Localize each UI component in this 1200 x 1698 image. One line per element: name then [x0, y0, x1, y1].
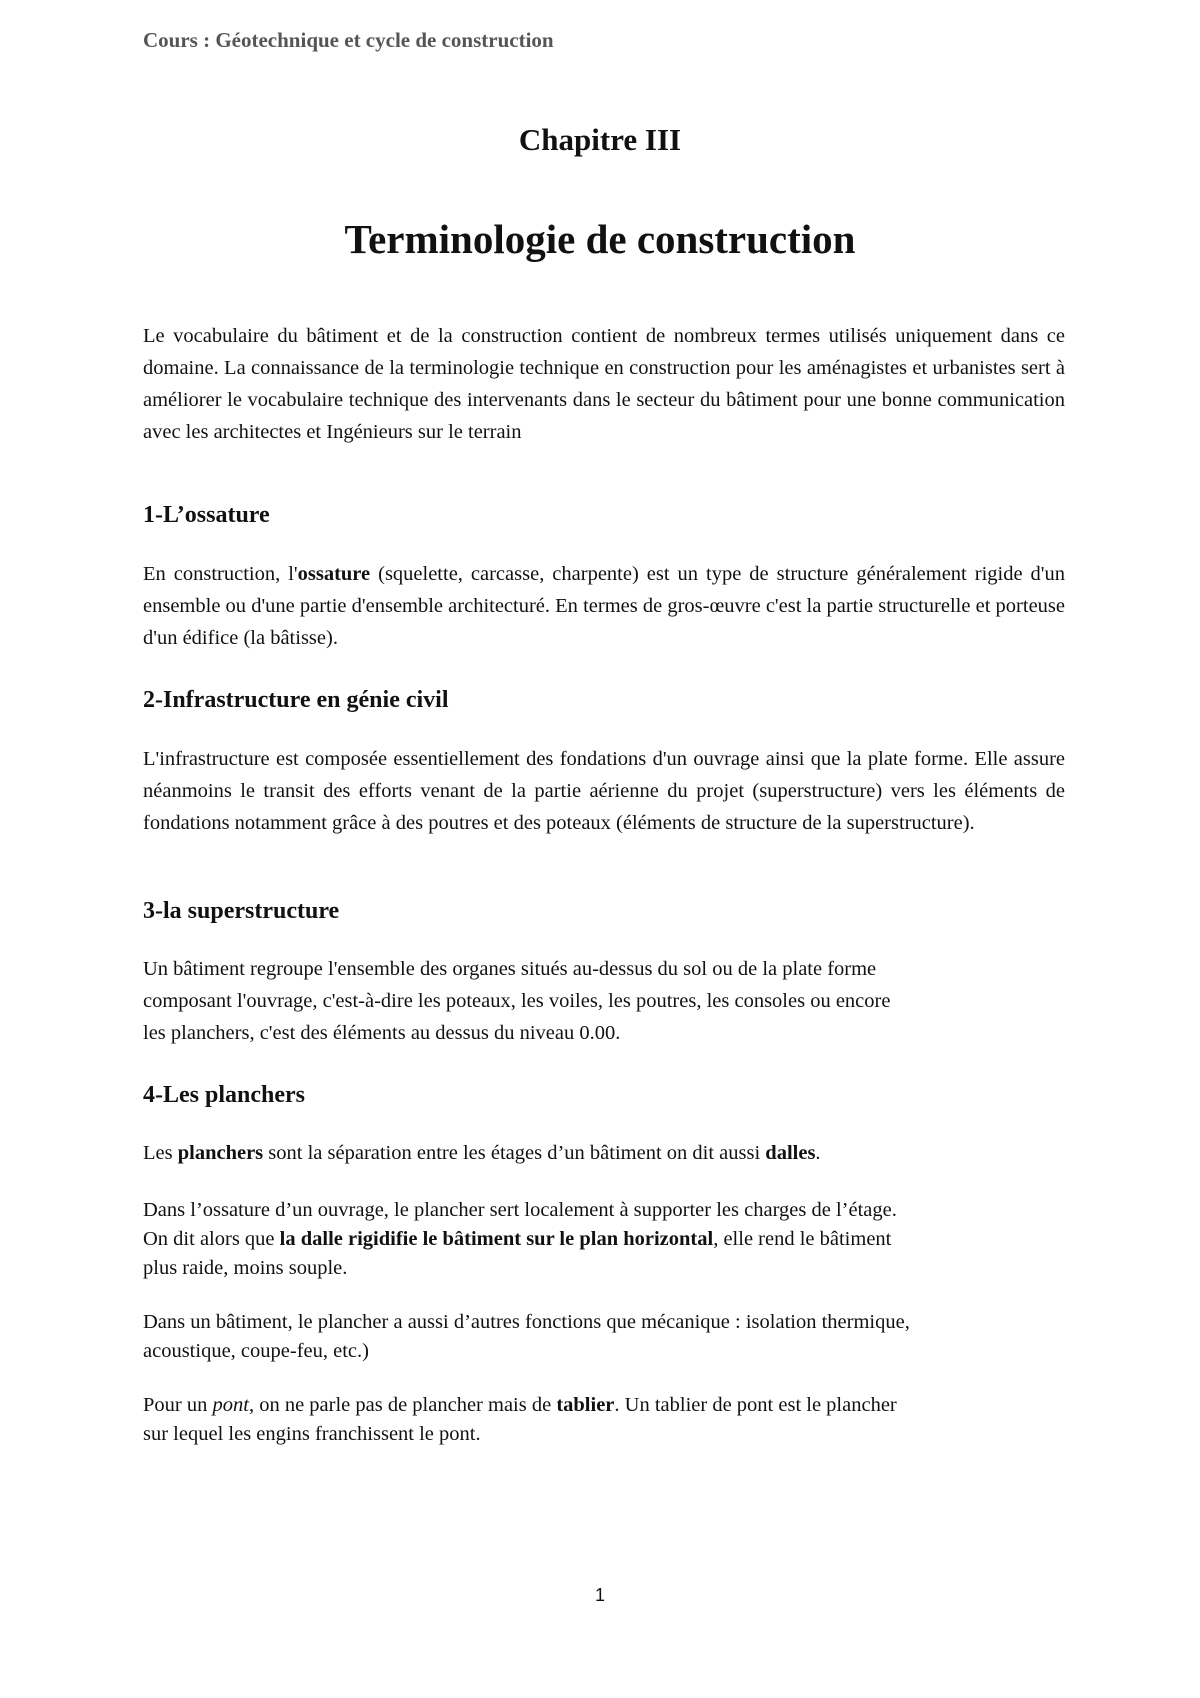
section-heading-infrastructure: 2-Infrastructure en génie civil [143, 687, 449, 713]
text-line: Un bâtiment regroupe l'ensemble des organes situés au-dessus du sol ou de la plate forme [143, 958, 877, 980]
bold-phrase: la dalle rigidifie le bâtiment sur le plan horizontal [279, 1228, 714, 1250]
page-number: 1 [594, 1585, 605, 1605]
planchers-paragraph-2 [143, 1196, 1065, 1283]
text-run: . [815, 1142, 821, 1164]
planchers-paragraph-1 [143, 1137, 1065, 1169]
text-run: En construction, l' [143, 563, 298, 585]
intro-paragraph: Le vocabulaire du bâtiment et de la construction contient de nombreux termes utilisés uniquement dans ce domaine. La connaissance de la terminologie technique en construction pour les aménagistes et urbanistes sert à améliorer le vocabulaire technique des intervenants dans le secteur du bâtiment pour une bonne communication avec les architectes et Ingénieurs sur le terrain [143, 325, 1065, 443]
section-heading-ossature: 1-L’ossature [143, 502, 270, 528]
ossature-paragraph [143, 558, 1065, 654]
text-run: On dit alors que [143, 1228, 280, 1250]
text-run: (squelette, carcasse, charpente) est un type de structure généralement rigide d'un ensemble ou d'une partie d'ensemble architecturé. En termes de gros-œuvre c'est la partie structurelle et porteuse d'un édifice (la bâtisse). [143, 563, 1065, 649]
text-line: les planchers, c'est des éléments au dessus du niveau 0.00. [143, 1022, 621, 1044]
bold-term: dalles [765, 1142, 816, 1164]
bold-term: planchers [177, 1142, 264, 1164]
text-line: composant l'ouvrage, c'est-à-dire les poteaux, les voiles, les poutres, les consoles ou encore [143, 990, 891, 1012]
text-line: plus raide, moins souple. [143, 1257, 348, 1279]
text-run: . Un tablier de pont est le plancher [614, 1394, 897, 1416]
section-heading-planchers: 4-Les planchers [143, 1082, 305, 1108]
text-line [143, 1391, 1065, 1420]
bold-term: ossature [297, 563, 371, 585]
text-line: Dans l’ossature d’un ouvrage, le plancher sert localement à supporter les charges de l’étage. [143, 1199, 897, 1221]
running-header: Cours : Géotechnique et cycle de construction [143, 28, 554, 52]
text-line: acoustique, coupe-feu, etc.) [143, 1340, 369, 1362]
chapter-label: Chapitre III [518, 122, 682, 157]
text-line: sur lequel les engins franchissent le pont. [143, 1423, 481, 1445]
text-run: Les [143, 1142, 178, 1164]
planchers-paragraph-4 [143, 1391, 1065, 1449]
text-run: Pour un [143, 1394, 213, 1416]
section-heading-superstructure: 3-la superstructure [143, 898, 340, 924]
planchers-paragraph-3 [143, 1308, 1065, 1366]
text-line: Dans un bâtiment, le plancher a aussi d’autres fonctions que mécanique : isolation thermique, [143, 1311, 910, 1333]
italic-term: pont [212, 1394, 249, 1416]
text-run: , on ne parle pas de plancher mais de [248, 1394, 557, 1416]
text-run: sont la séparation entre les étages d’un bâtiment on dit aussi [263, 1142, 766, 1164]
page-title: Terminologie de construction [344, 216, 856, 262]
bold-term: tablier [556, 1394, 615, 1416]
text-line [143, 1225, 1065, 1254]
superstructure-paragraph [143, 953, 1065, 1049]
infrastructure-paragraph: L'infrastructure est composée essentiellement des fondations d'un ouvrage ainsi que la plate forme. Elle assure néanmoins le transit des efforts venant de la partie aérienne du projet (superstructure) vers les éléments de fondations notamment grâce à des poutres et des poteaux (éléments de structure de la superstructure). [143, 748, 1065, 834]
text-run: , elle rend le bâtiment [713, 1228, 892, 1250]
